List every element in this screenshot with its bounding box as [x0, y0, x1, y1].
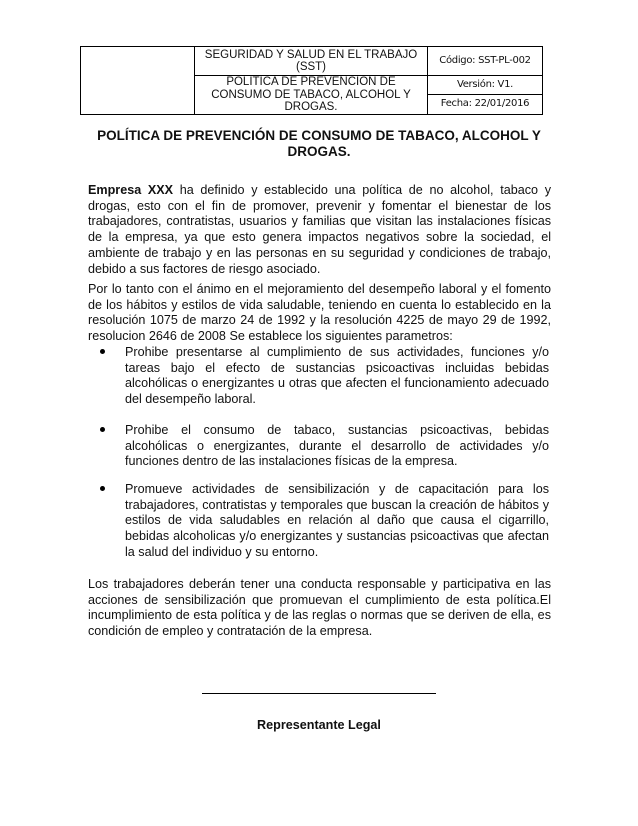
paragraph-legal-basis: Por lo tanto con el ánimo en el mejoramiento del desempeño laboral y el fomento de los hábitos y estilos de vida saludable, teniendo en cuenta lo establecido en la resolución 1075 de marzo 24 de 1992 y la resolución 4225 de mayo 29 de 1992, resolucion 2646 de 2008 Se establece los siguientes parametros: — [88, 282, 551, 344]
bullet-icon — [100, 486, 105, 491]
header-version: Versión: V1. — [428, 76, 543, 95]
list-item-text: Promueve actividades de sensibilización y de capacitación para los trabajadores, contratistas y temporales que buscan la creación de hábitos y estilos de vida saludables en relación al daño que causa el cigarrillo, bebidas alcoholicas y/o energizantes y sustancias psicoactivas que afectan la salud del individuo y su entorno. — [125, 482, 549, 559]
header-code: Código: SST-PL-002 — [428, 47, 543, 76]
paragraph-responsibilities: Los trabajadores deberán tener una conducta responsable y participativa en las acciones de sensibilización que promuevan el cumplimiento de esta política.El incumplimiento de esta política y de las reglas o normas que se deriven de ella, es condición de empleo y contratación de la empresa. — [88, 577, 551, 639]
paragraph-intro-text: ha definido y establecido una política de no alcohol, tabaco y drogas, esto con el fin de promover, prevenir y fomentar el bienestar de los trabajadores, contratistas, usuarios y familias que visitan las instalaciones físicas de la empresa, ya que esto genera impactos negativos sobre la sociedad, el ambiente de trabajo y en las personas en su seguridad y condiciones de trabajo, debido a sus factores de riesgo asociado. — [88, 183, 551, 276]
header-title-policy: POLITICA DE PREVENCION DE CONSUMO DE TABACO, ALCOHOL Y DROGAS. — [195, 76, 428, 115]
company-name: Empresa XXX — [88, 183, 174, 197]
paragraph-intro — [88, 183, 551, 277]
bullet-icon — [100, 349, 105, 354]
logo-placeholder-cell — [81, 47, 195, 115]
signature-label: Representante Legal — [257, 718, 381, 732]
document-header-table — [80, 46, 543, 115]
list-item-text: Prohibe presentarse al cumplimiento de sus actividades, funciones y/o tareas bajo el efecto de sustancias psicoactivas incluidas bebidas alcohólicas o energizantes u otras que afecten el funcionamiento adecuado del desempeño laboral. — [125, 345, 549, 407]
header-title-sst: SEGURIDAD Y SALUD EN EL TRABAJO (SST) — [195, 47, 428, 76]
bullet-icon — [100, 427, 105, 432]
signature-line — [202, 693, 436, 694]
list-item-text: Prohibe el consumo de tabaco, sustancias psicoactivas, bebidas alcohólicas o energizantes, durante el desarrollo de actividades y/o funciones dentro de las instalaciones físicas de la empresa. — [125, 423, 549, 469]
header-date: Fecha: 22/01/2016 — [428, 94, 543, 114]
policy-title: POLÍTICA DE PREVENCIÓN DE CONSUMO DE TABACO, ALCOHOL Y DROGAS. — [97, 128, 541, 159]
